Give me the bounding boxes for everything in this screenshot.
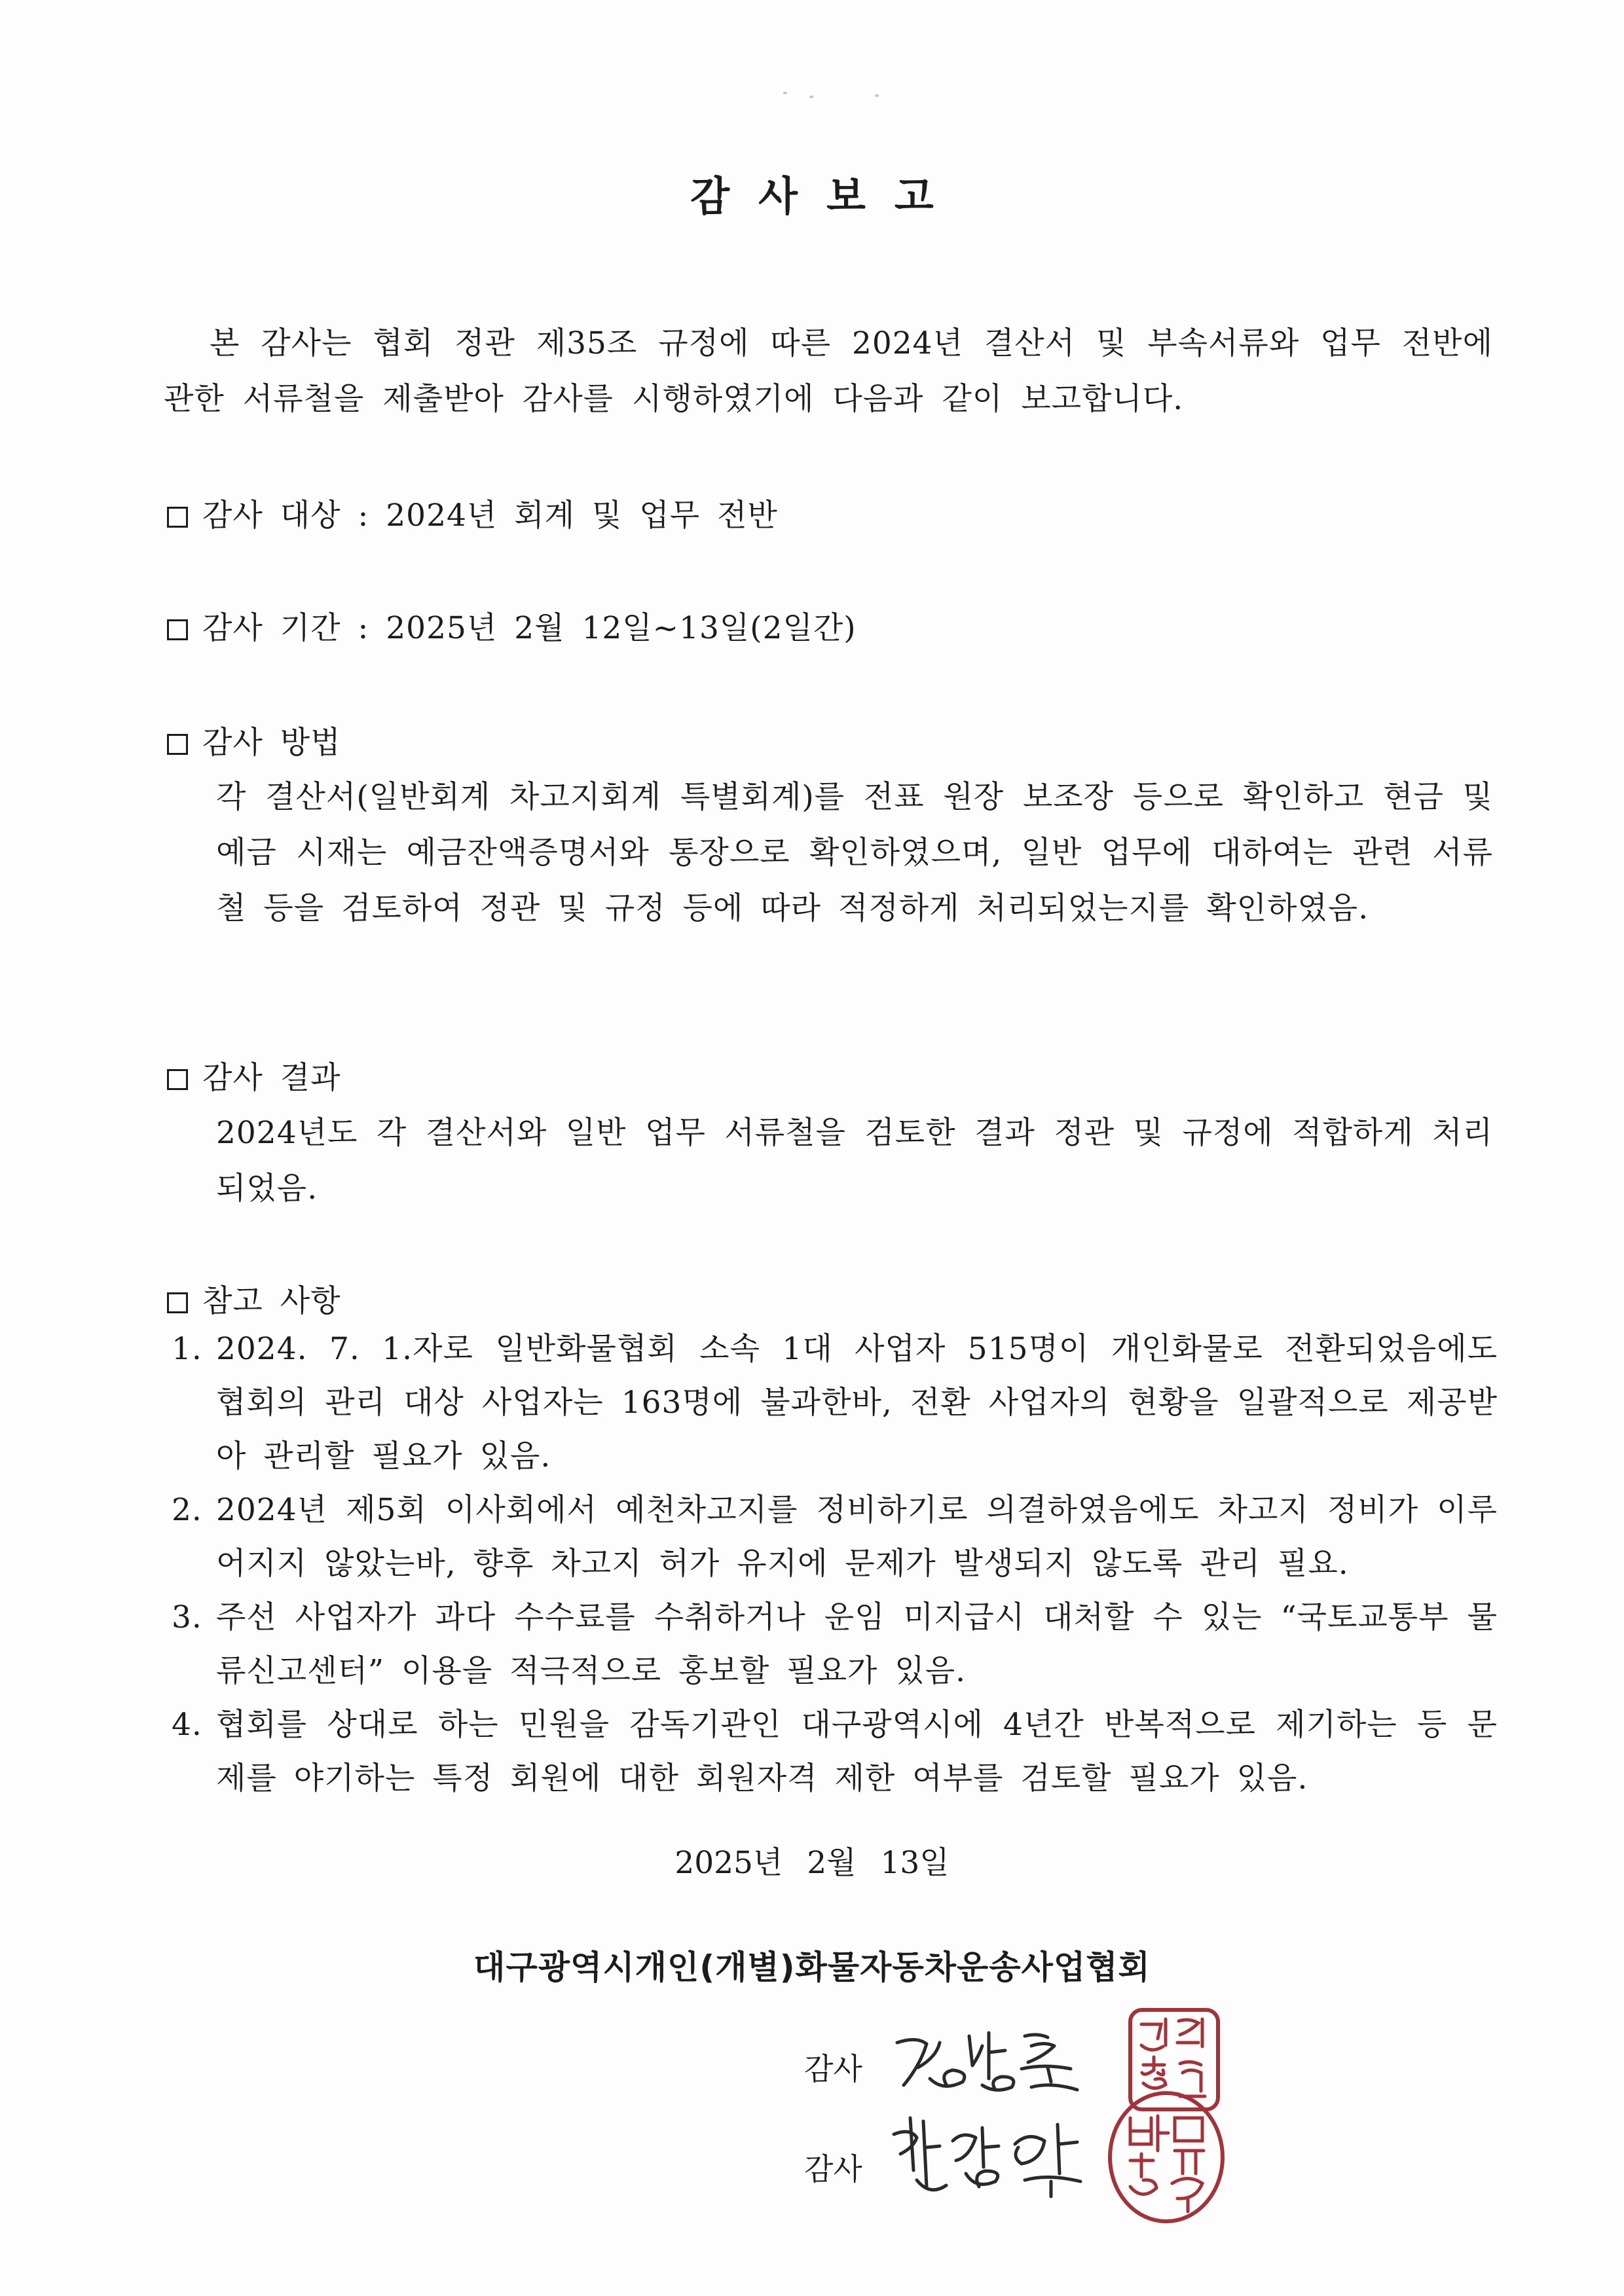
seal-stamp xyxy=(1104,2088,1228,2226)
section-notes-heading-text: 참고 사항 xyxy=(202,1283,341,1319)
notes-list-item xyxy=(172,1698,1498,1806)
note-number: 1. xyxy=(172,1331,202,1367)
section-method-body: 각 결산서(일반회계 차고지회계 특별회계)를 전표 원장 보조장 등으로 확인하고 현금 및 예금 시재는 예금잔액증명서와 통장으로 확인하였으며, 일반 업무에 대하여는 관련 서류철 등을 검토하여 정관 및 규정 등에 따라 적정하게 처리되었는지를 확인하였음. xyxy=(216,779,1493,926)
note-text: 2024. 7. 1.자로 일반화물협회 소속 1대 사업자 515명이 개인화물로 전환되었음에도 협회의 관리 대상 사업자는 163명에 불과한바, 전환 사업자의 현황을 일괄적으로 제공받아 관리할 필요가 있음. xyxy=(216,1331,1498,1474)
notes-list-item xyxy=(172,1322,1498,1484)
checkbox-square-icon xyxy=(167,619,188,640)
section-notes-heading xyxy=(167,1282,341,1321)
signature-image xyxy=(891,2108,1113,2206)
auditor-label: 감사 xyxy=(804,2051,862,2086)
notes-list xyxy=(172,1322,1498,1806)
note-text: 주선 사업자가 과다 수수료를 수취하거나 운임 미지급시 대처할 수 있는 “국토교통부 물류신고센터” 이용을 적극적으로 홍보할 필요가 있음. xyxy=(216,1599,1498,1689)
checkbox-square-icon xyxy=(167,1292,188,1313)
checkbox-square-icon xyxy=(167,507,188,528)
note-text: 2024년 제5회 이사회에서 예천차고지를 정비하기로 의결하였음에도 차고지 정비가 이루어지지 않았는바, 향후 차고지 허가 유지에 문제가 발생되지 않도록 관리 필요. xyxy=(216,1492,1498,1582)
section-period-text: 감사 기간 : 2025년 2월 12일~13일(2일간) xyxy=(202,610,857,646)
scan-speck xyxy=(809,96,813,98)
auditor-label: 감사 xyxy=(804,2151,862,2187)
intro-paragraph: 본 감사는 협회 정관 제35조 규정에 따른 2024년 결산서 및 부속서류와 업무 전반에 관한 서류철을 제출받아 감사를 시행하였기에 다음과 같이 보고합니다. xyxy=(164,325,1493,417)
document-title: 감사보고 xyxy=(690,172,963,220)
note-text: 협회를 상대로 하는 민원을 감독기관인 대구광역시에 4년간 반복적으로 제기하는 등 문제를 야기하는 특정 회원에 대한 회원자격 제한 여부를 검토할 필요가 있음. xyxy=(216,1707,1498,1796)
note-number: 3. xyxy=(172,1599,202,1635)
section-result-heading-text: 감사 결과 xyxy=(202,1060,341,1096)
note-number: 2. xyxy=(172,1492,202,1528)
section-target-text: 감사 대상 : 2024년 회계 및 업무 전반 xyxy=(202,498,778,534)
section-period xyxy=(167,609,857,648)
section-result-heading xyxy=(167,1059,341,1098)
section-result-body: 2024년도 각 결산서와 일반 업무 서류철을 검토한 결과 정관 및 규정에 적합하게 처리되었음. xyxy=(216,1115,1493,1207)
checkbox-square-icon xyxy=(167,1069,188,1090)
note-number: 4. xyxy=(172,1707,202,1743)
section-method-heading-text: 감사 방법 xyxy=(202,725,341,761)
signature-image xyxy=(891,2016,1087,2102)
report-date: 2025년 2월 13일 xyxy=(674,1845,950,1881)
organization-name: 대구광역시개인(개별)화물자동차운송사업협회 xyxy=(473,1948,1151,1986)
scan-speck xyxy=(875,94,879,97)
section-target xyxy=(167,496,778,536)
scan-speck xyxy=(783,92,787,94)
notes-list-item xyxy=(172,1591,1498,1698)
checkbox-square-icon xyxy=(167,734,188,755)
notes-list-item xyxy=(172,1484,1498,1591)
section-method-heading xyxy=(167,723,341,763)
